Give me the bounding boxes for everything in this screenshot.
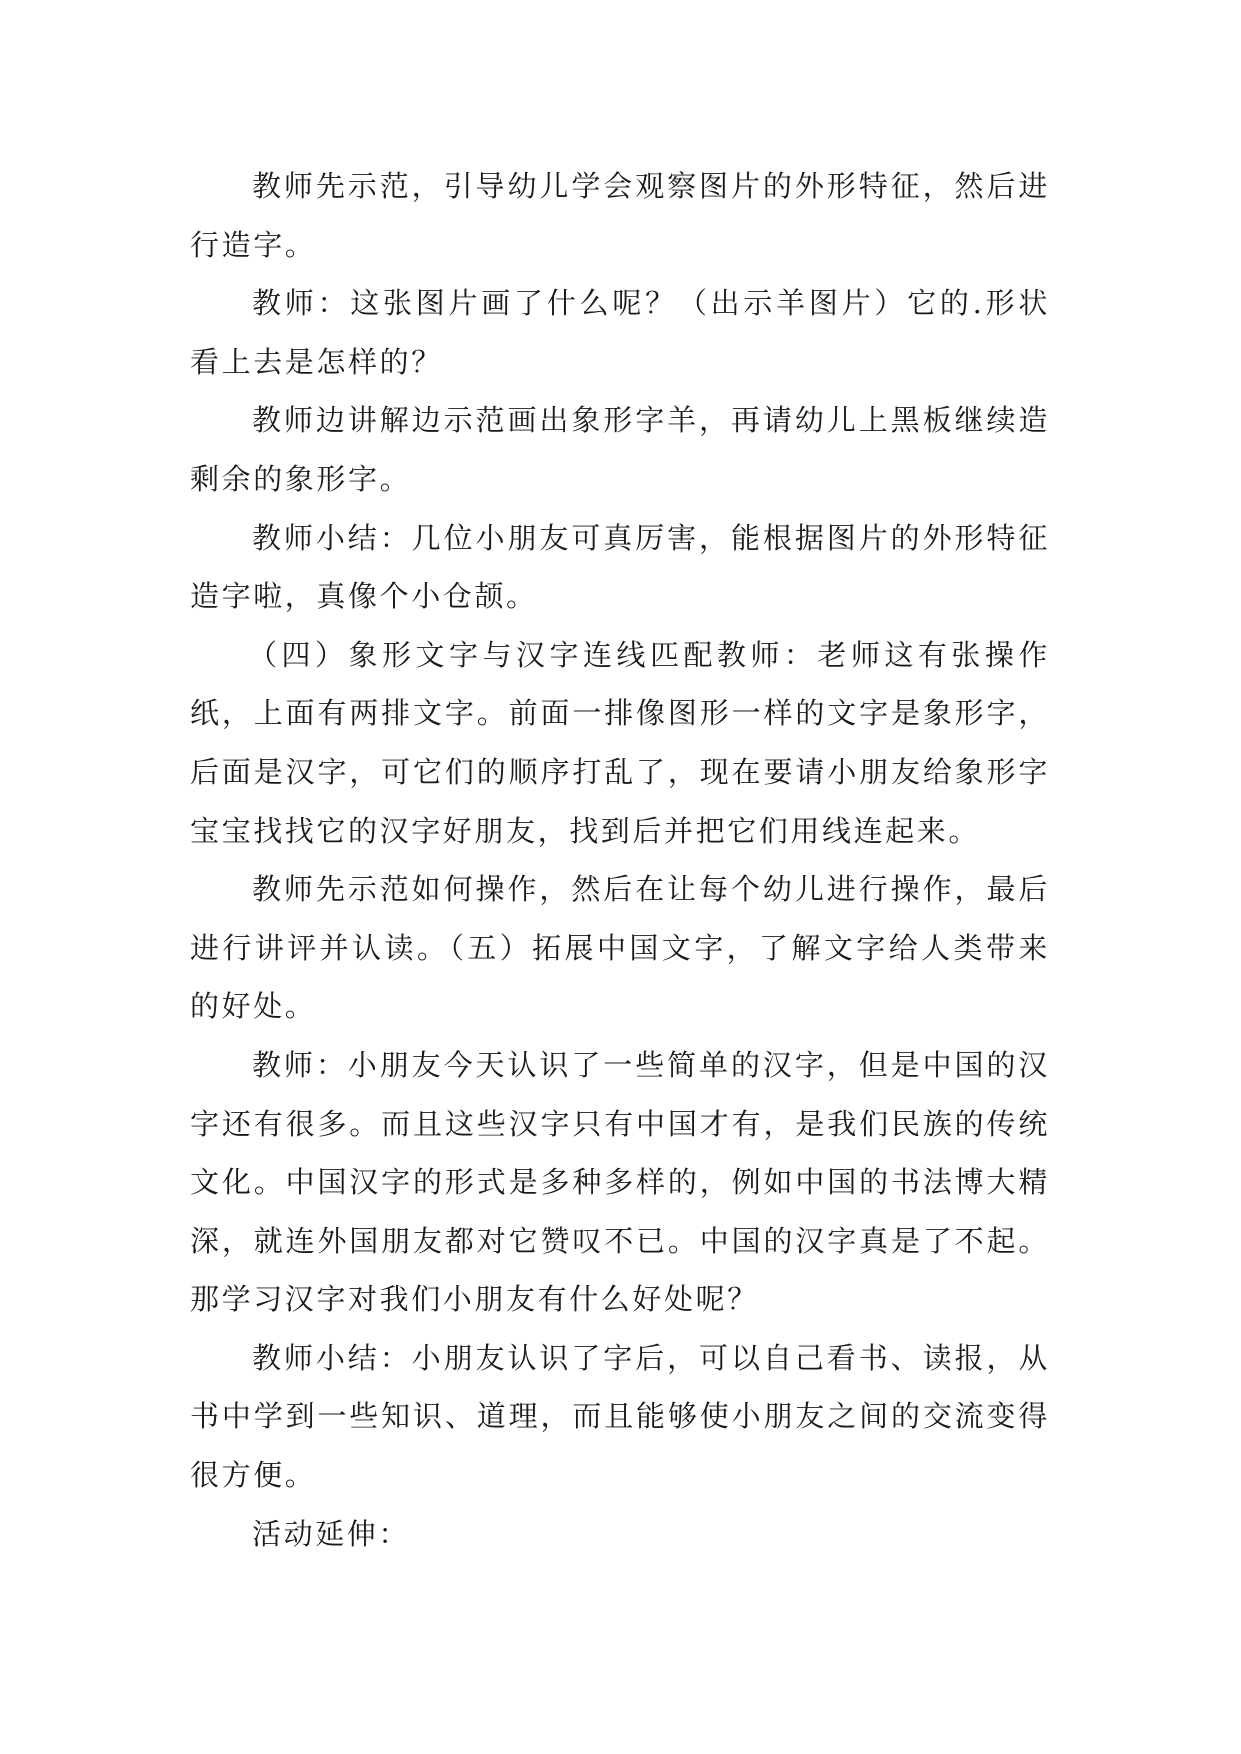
paragraph-teacher-summary-2: 教师小结：小朋友认识了字后，可以自己看书、读报，从书中学到一些知识、道理，而且能够使小朋友之间的交流变得很方便。: [190, 1340, 1050, 1493]
paragraph-chinese-characters: 教师：小朋友今天认识了一些简单的汉字，但是中国的汉字还有很多。而且这些汉字只有中国才有，是我们民族的传统文化。中国汉字的形式是多种多样的，例如中国的书法博大精深，就连外国朋友都对它赞叹不已。中国的汉字真是了不起。那学习汉字对我们小朋友有什么好处呢？: [190, 1047, 1050, 1317]
paragraph-sheep-question: 教师：这张图片画了什么呢？（出示羊图片）它的.形状看上去是怎样的？: [190, 286, 1050, 379]
paragraph-section-five: 教师先示范如何操作，然后在让每个幼儿进行操作，最后进行讲评并认读。（五）拓展中国文字，了解文字给人类带来的好处。: [190, 872, 1050, 1024]
paragraph-drawing-demo: 教师边讲解边示范画出象形字羊，再请幼儿上黑板继续造剩余的象形字。: [190, 403, 1050, 496]
paragraph-activity-extension: 活动延伸：: [252, 1516, 411, 1551]
body-text: [190, 157, 1050, 1563]
paragraph-teacher-summary-1: 教师小结：几位小朋友可真厉害，能根据图片的外形特征造字啦，真像个小仓颉。: [190, 520, 1050, 614]
paragraph-section-four: （四）象形文字与汉字连线匹配教师：老师这有张操作纸，上面有两排文字。前面一排像图形一样的文字是象形字，后面是汉字，可它们的顺序打乱了，现在要请小朋友给象形字宝宝找找它的汉字好朋友，找到后并把它们用线连起来。: [190, 637, 1050, 848]
paragraph-demo-instruction: 教师先示范，引导幼儿学会观察图片的外形特征，然后进行造字。: [190, 169, 1050, 262]
